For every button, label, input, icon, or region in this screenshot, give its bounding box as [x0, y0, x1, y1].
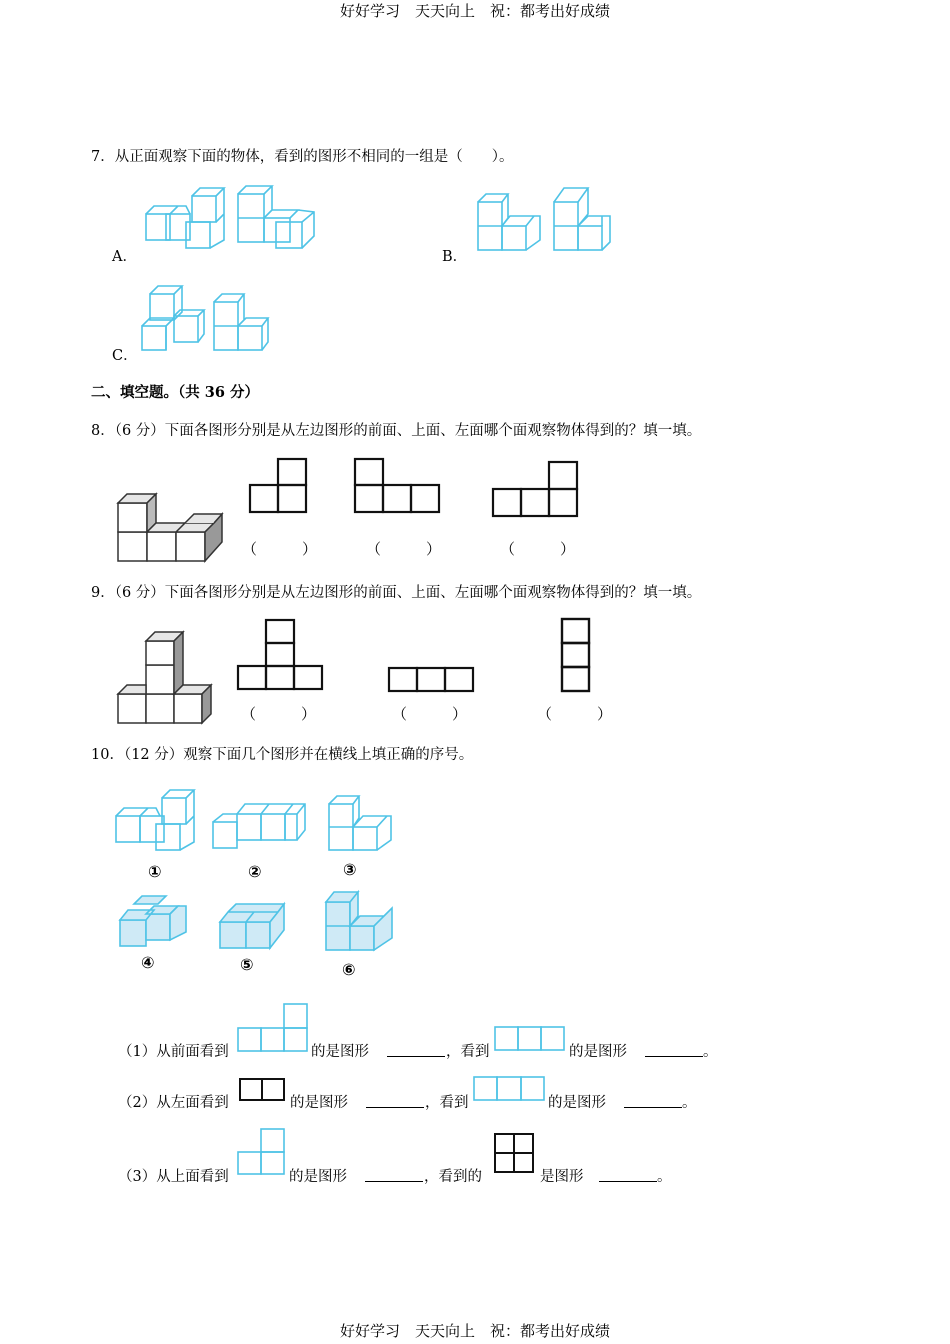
q10-figure-5	[220, 904, 290, 950]
q10-sub1-text-d: 的是图形	[569, 1044, 627, 1060]
q8-answer-paren-2[interactable]: （ ）	[366, 540, 442, 558]
q8-view-1	[249, 458, 307, 514]
q7-c-figure-2	[214, 292, 272, 352]
q10-figure-3	[329, 796, 395, 852]
q10-sub2-text-c: ，看到	[425, 1095, 469, 1111]
q10-sub1-shape-b	[494, 1026, 566, 1052]
q9-stem: 9．（6 分）下面各图形分别是从左边图形的前面、上面、左面哪个面观察物体得到的？填一填。	[91, 585, 702, 601]
q7-option-b[interactable]: B．	[442, 249, 468, 265]
q10-sub2-shape-a	[239, 1078, 287, 1102]
q7-a-figure-1	[146, 186, 226, 251]
q10-sub2-text-d: 的是图形	[548, 1095, 606, 1111]
q10-label-5: ⑤	[240, 955, 254, 974]
q9-answer-paren-3[interactable]: （ ）	[537, 705, 613, 723]
q10-sub2-blank-1[interactable]	[366, 1093, 424, 1108]
q9-view-1	[237, 619, 323, 691]
q10-sub2-text-e: 。	[682, 1095, 697, 1111]
q10-sub2-text-b: 的是图形	[290, 1095, 348, 1111]
q8-answer-paren-3[interactable]: （ ）	[500, 540, 576, 558]
q10-sub1-text-e: 。	[703, 1044, 718, 1060]
q10-stem: 10．（12 分）观察下面几个图形并在横线上填正确的序号。	[91, 747, 474, 763]
q10-figure-1	[116, 788, 196, 852]
q7-stem: 7．从正面观察下面的物体，看到的图形不相同的一组是（ ）。	[91, 149, 514, 165]
q10-sub3-text-c: ，看到的	[424, 1169, 482, 1185]
q10-figure-6	[326, 890, 396, 952]
q10-sub3-shape-a	[237, 1128, 287, 1176]
q10-sub1-shape-a	[237, 1003, 309, 1053]
q9-answer-paren-1[interactable]: （ ）	[241, 705, 317, 723]
q8-solid-figure	[118, 494, 226, 564]
q10-label-2: ②	[248, 862, 262, 881]
q9-answer-paren-2[interactable]: （ ）	[392, 705, 468, 723]
q10-label-4: ④	[141, 953, 155, 972]
q10-sub3-prefix: （3）从上面看到	[118, 1169, 229, 1185]
q7-option-c[interactable]: C．	[112, 348, 138, 364]
q10-label-3: ③	[343, 860, 357, 879]
q10-sub2-prefix: （2）从左面看到	[118, 1095, 229, 1111]
q8-stem: 8．（6 分）下面各图形分别是从左边图形的前面、上面、左面哪个面观察物体得到的？填一填。	[91, 423, 702, 439]
q7-b-figure-1	[478, 194, 544, 252]
q7-c-figure-1	[142, 286, 208, 352]
q10-figure-2	[213, 800, 309, 852]
q10-sub1-prefix: （1）从前面看到	[118, 1044, 229, 1060]
q7-option-a[interactable]: A．	[112, 249, 137, 265]
q10-sub3-text-d: 是图形	[540, 1169, 584, 1185]
q10-sub1-blank-1[interactable]	[387, 1042, 445, 1057]
q10-sub1-text-c: ，看到	[446, 1044, 490, 1060]
q10-sub3-text-b: 的是图形	[289, 1169, 347, 1185]
q10-figure-4	[120, 896, 190, 950]
q7-a-figure-2	[238, 186, 318, 251]
q7-b-figure-2	[554, 186, 614, 252]
q10-sub3-blank-1[interactable]	[365, 1167, 423, 1182]
q8-view-3	[492, 461, 580, 517]
page-footer: 好好学习 天天向上 祝：都考出好成绩	[339, 1322, 610, 1340]
q10-label-1: ①	[148, 862, 162, 881]
q9-view-2	[388, 667, 474, 693]
q9-solid-figure	[118, 632, 214, 726]
q10-sub3-shape-b	[494, 1133, 536, 1175]
page-header: 好好学习 天天向上 祝：都考出好成绩	[339, 2, 610, 20]
q8-answer-paren-1[interactable]: （ ）	[242, 540, 318, 558]
q10-sub3-blank-2[interactable]	[599, 1167, 657, 1182]
section-2-title: 二、填空题。（共 36 分）	[91, 384, 260, 401]
q10-sub1-text-b: 的是图形	[311, 1044, 369, 1060]
q10-sub3-text-e: 。	[657, 1169, 672, 1185]
q10-sub1-blank-2[interactable]	[645, 1042, 703, 1057]
q8-view-2	[354, 458, 440, 514]
q10-sub2-shape-b	[473, 1076, 547, 1102]
q10-sub2-blank-2[interactable]	[624, 1093, 682, 1108]
q9-view-3	[560, 617, 592, 693]
q10-label-6: ⑥	[342, 960, 356, 979]
